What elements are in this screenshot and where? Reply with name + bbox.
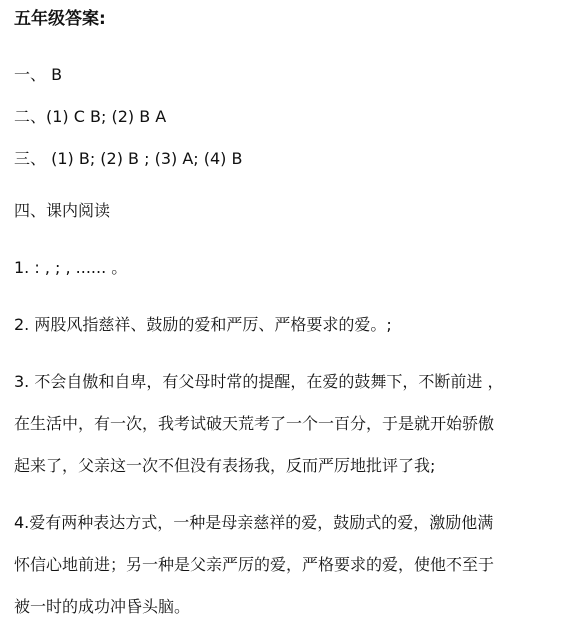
document-title: 五年级答案: bbox=[14, 9, 106, 29]
answer-section-1: 一、 B bbox=[14, 65, 63, 84]
reading-answer-4-line-2: 怀信心地前进；另一种是父亲严厉的爱，严格要求的爱，使他不至于 bbox=[14, 555, 495, 574]
reading-answer-3-line-1: 3. 不会自傲和自卑，有父母时常的提醒，在爱的鼓舞下，不断前进 ， bbox=[14, 372, 504, 391]
answer-section-4-heading: 四、课内阅读 bbox=[14, 201, 111, 220]
reading-answer-2: 2. 两股风指慈祥、鼓励的爱和严厉、严格要求的爱。; bbox=[14, 315, 392, 334]
reading-answer-3-line-3: 起来了，父亲这一次不但没有表扬我，反而严厉地批评了我; bbox=[14, 456, 436, 475]
answer-section-2: 二、(1) C B; (2) B A bbox=[14, 107, 167, 126]
answer-section-3: 三、 (1) B; (2) B ; (3) A; (4) B bbox=[14, 149, 243, 168]
reading-answer-4-line-3: 被一时的成功冲昏头脑。 bbox=[14, 597, 191, 616]
reading-answer-1: 1. : , ; , ...... 。 bbox=[14, 258, 128, 277]
reading-answer-4-line-1: 4.爱有两种表达方式，一种是母亲慈祥的爱，鼓励式的爱，激励他满 bbox=[14, 513, 494, 532]
reading-answer-3-line-2: 在生活中，有一次，我考试破天荒考了一个一百分，于是就开始骄傲 bbox=[14, 414, 495, 433]
